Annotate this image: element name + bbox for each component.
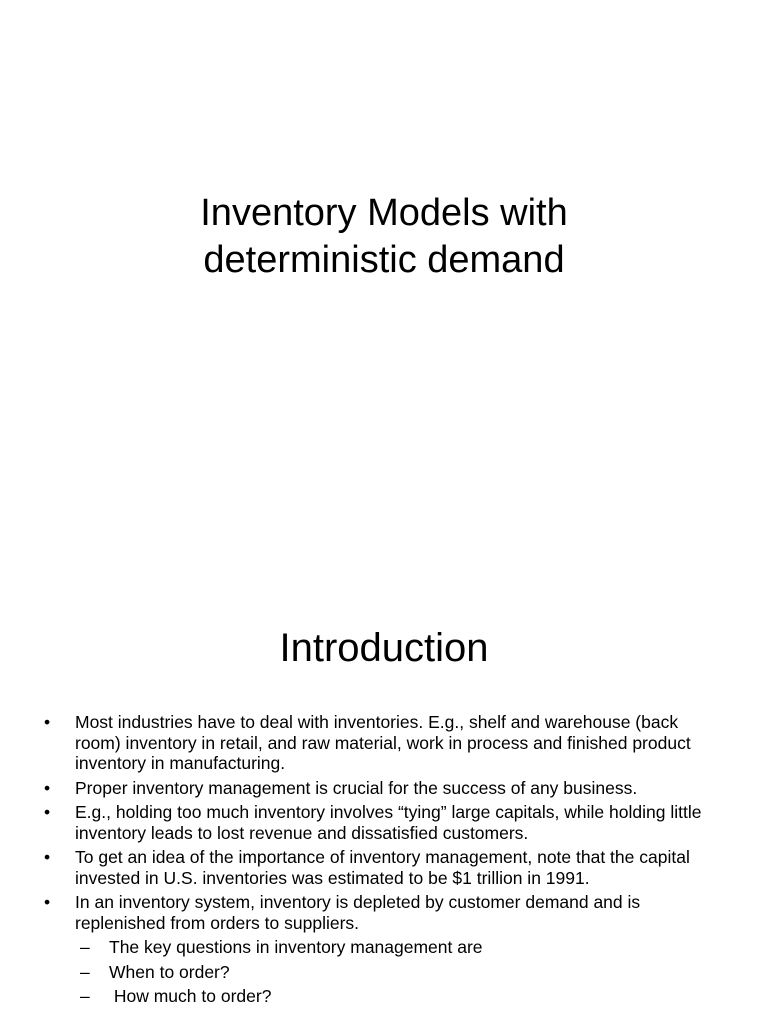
title-line-2: deterministic demand xyxy=(203,239,565,281)
bullet-item xyxy=(0,712,768,774)
title-slide-heading xyxy=(0,190,768,284)
bullet-item xyxy=(0,778,768,799)
bullet-text: In an inventory system, inventory is depleted by customer demand and is replenished from orders to suppliers. xyxy=(75,892,641,933)
sub-bullet-item xyxy=(0,937,768,958)
bullet-item xyxy=(0,892,768,933)
bullet-text: Proper inventory management is crucial for the success of any business. xyxy=(75,777,638,798)
title-line-1: Inventory Models with xyxy=(200,192,568,234)
bullet-marker: • xyxy=(44,802,51,822)
bullet-text: Most industries have to deal with inventories. E.g., shelf and warehouse (back room) inventory in retail, and raw material, work in process and finished product inventory in manufacturing. xyxy=(75,712,691,773)
sub-bullet-marker: – xyxy=(80,986,90,1006)
sub-bullet-container xyxy=(0,937,768,1007)
sub-bullet-item xyxy=(0,986,768,1007)
sub-bullet-item xyxy=(0,962,768,983)
bullet-marker: • xyxy=(44,892,51,912)
sub-bullet-marker: – xyxy=(80,937,90,957)
sub-bullet-text: When to order? xyxy=(109,961,230,982)
sub-bullet-marker: – xyxy=(80,961,90,982)
bullet-item xyxy=(0,847,768,888)
bullet-marker: • xyxy=(44,847,51,867)
intro-heading: Introduction xyxy=(279,626,489,670)
bullet-text: To get an idea of the importance of inventory management, note that the capital invested in U.S. inventories was estimated to be $1 trillion in 1991. xyxy=(75,847,690,888)
intro-bullet-list xyxy=(0,712,768,1011)
sub-bullet-text: How much to order? xyxy=(109,986,272,1006)
bullet-marker: • xyxy=(44,777,51,798)
bullet-item xyxy=(0,802,768,843)
bullet-marker: • xyxy=(44,712,51,732)
bullet-text: E.g., holding too much inventory involves “tying” large capitals, while holding little inventory leads to lost revenue and dissatisfied customers. xyxy=(75,802,702,843)
sub-bullet-list xyxy=(0,937,768,1007)
sub-bullet-text: The key questions in inventory management are xyxy=(109,937,483,957)
